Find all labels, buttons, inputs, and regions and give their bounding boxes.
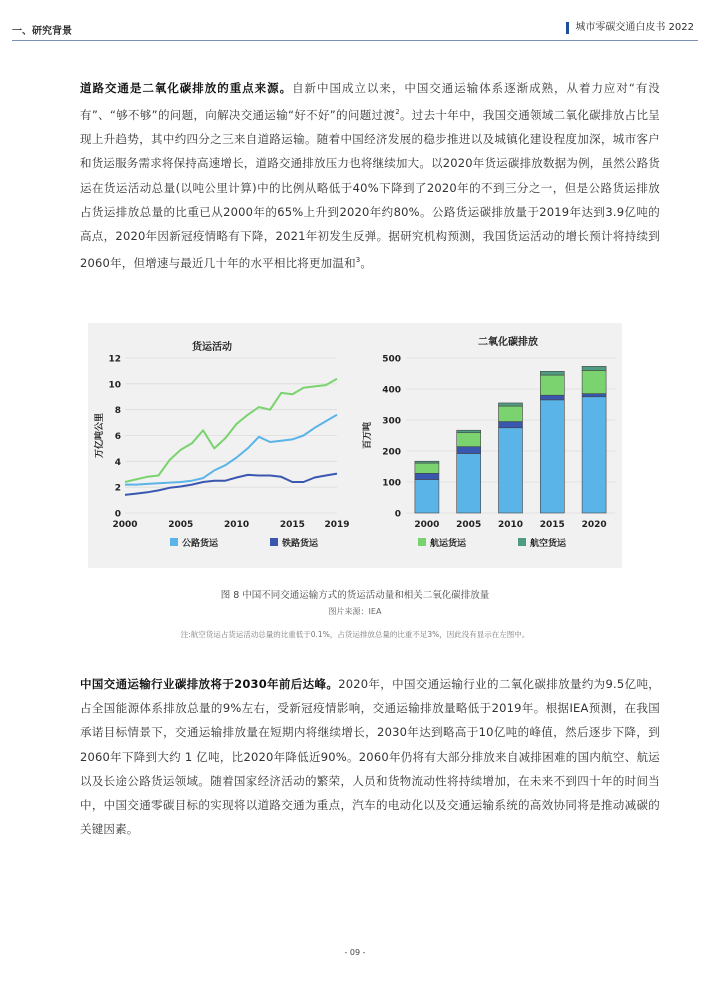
y-tick-label: 400 (382, 385, 401, 396)
y-tick-label: 100 (382, 478, 401, 489)
paragraph-text: 2020年，中国交通运输行业的二氧化碳排放量约为9.5亿吨，占全国能源体系排放总量的9%左右，受新冠疫情影响，交通运输排放量略低于2019年。根据IEA预测，在我国承诺目标情景下，交通运输排放量在短期内将继续增长，2030年达到略高于10亿吨的峰值，然后逐步下降，到2060年下降到大约 1 亿吨，比2020年降低近90%。2060年仍将有大部分排放来自减排困难的国内航空、航运以及长途公路货运领域。随着国家经济活动的繁荣，人员和货物流动性将持续增加，在未来不到四十年的时间当中，中国交通零碳目标的实现将以道路交通为重点，汽车的电动化以及交通运输系统的高效协同将是推动减碳的关键因素。 (80, 677, 660, 837)
document-title: 城市零碳交通白皮书 2022 (566, 22, 694, 34)
chart-title: 二氧化碳排放 (478, 337, 538, 348)
x-tick-label: 2020 (581, 520, 607, 530)
x-tick-label: 2019 (324, 520, 350, 530)
bar-segment (540, 371, 564, 375)
bar-segment (582, 394, 606, 397)
paragraph-peak-emissions (80, 672, 660, 841)
chart-title: 货运活动 (192, 342, 232, 353)
bar-segment (499, 406, 523, 422)
legend-label: 航空货运 (530, 539, 567, 549)
bar-segment (457, 430, 481, 432)
x-tick-label: 2015 (539, 520, 565, 530)
bar-segment (582, 366, 606, 370)
x-tick-label: 2010 (224, 520, 250, 530)
legend-swatch (418, 538, 426, 546)
bar-segment (499, 422, 523, 428)
x-tick-label: 2000 (112, 520, 138, 530)
charts-canvas (88, 323, 622, 568)
x-tick-label: 2010 (497, 520, 524, 530)
page-header (0, 0, 710, 44)
figure-freight-charts (88, 323, 622, 568)
bar-segment (415, 463, 439, 473)
y-tick-label: 0 (394, 509, 401, 520)
section-label: 一、研究背景 (12, 26, 72, 37)
legend-label: 公路货运 (182, 539, 219, 549)
paragraph-lead: 中国交通运输行业碳排放将于2030年前后达峰。 (80, 677, 339, 691)
x-tick-label: 2015 (279, 520, 305, 530)
y-tick-label: 6 (114, 432, 121, 442)
paragraph-text: 。 (360, 256, 373, 271)
footnote-ref[interactable]: 2 (395, 108, 400, 117)
legend-label: 航运货运 (430, 539, 467, 549)
y-tick-label: 0 (114, 509, 121, 520)
figure-caption: 图 8 中国不同交通运输方式的货运活动量和相关二氧化碳排放量 (220, 590, 490, 601)
paragraph-text: 自新中国成立以来，中国交通运输体系逐渐成熟，从着力应对“有没有”、“够不够”的问题，向解决交通运输“好不好”的问题过渡 (80, 81, 660, 123)
bar-segment (499, 403, 523, 406)
paragraph-text: 。过去十年中，我国交通领域二氧化碳排放占比呈现上升趋势，其中约四分之三来自道路运输。随着中国经济发展的稳步推进以及城镇化建设程度加深，城市客户和货运服务需求将保持高速增长，道路交通排放压力也将继续加大。以2020年货运碳排放数据为例，虽然公路货运在货运活动总量(以吨公里计算)中的比例从略低于40%下降到了2020年的不到三分之一，但是公路货运排放占货运排放总量的比重已从2000年的65%上升到2020年约80%。公路货运碳排放量于2019年达到3.9亿吨的高点，2020年因新冠疫情略有下降，2021年初发生反弹。据研究机构预测，我国货运活动的增长预计将持续到2060年，但增速与最近几十年的水平相比将更加温和 (80, 108, 660, 271)
x-tick-label: 2005 (456, 520, 482, 530)
legend-label: 铁路货运 (282, 539, 319, 549)
legend-swatch (170, 538, 178, 546)
x-tick-label: 2000 (414, 520, 440, 530)
figure-note: 注:航空货运占货运活动总量的比重低于0.1%，占货运排放总量的比重不足3%，因此没有显示在左图中。 (180, 630, 530, 639)
series-line (125, 415, 337, 485)
bar-segment (540, 400, 564, 513)
y-tick-label: 4 (114, 457, 121, 468)
y-axis-label: 万亿吨公里 (95, 412, 105, 459)
bar-segment (415, 480, 439, 513)
bar-segment (499, 428, 523, 513)
legend-swatch (518, 538, 526, 546)
figure-source: 图片来源：IEA (328, 607, 382, 616)
y-tick-label: 200 (382, 447, 401, 458)
y-tick-label: 8 (114, 406, 121, 417)
paragraph-lead: 道路交通是二氧化碳排放的重点来源。 (80, 81, 293, 95)
paragraph-road-transport (80, 76, 660, 275)
header-divider (12, 40, 698, 41)
legend-swatch (270, 538, 278, 546)
bar-segment (415, 461, 439, 463)
bar-segment (415, 473, 439, 479)
bar-segment (540, 395, 564, 400)
bar-segment (540, 375, 564, 395)
y-axis-label: 百万吨 (363, 421, 373, 450)
y-tick-label: 300 (382, 416, 401, 427)
page-number: - 09 - (344, 948, 366, 957)
x-tick-label: 2005 (168, 520, 194, 530)
bar-segment (457, 453, 481, 513)
series-line (125, 379, 337, 482)
y-tick-label: 500 (382, 354, 401, 365)
bar-segment (457, 433, 481, 447)
footnote-ref[interactable]: 3 (355, 256, 361, 265)
bar-segment (582, 397, 606, 513)
y-tick-label: 10 (108, 380, 121, 391)
y-tick-label: 2 (114, 483, 121, 494)
bar-segment (582, 370, 606, 393)
y-tick-label: 12 (108, 354, 121, 365)
bar-segment (457, 447, 481, 454)
